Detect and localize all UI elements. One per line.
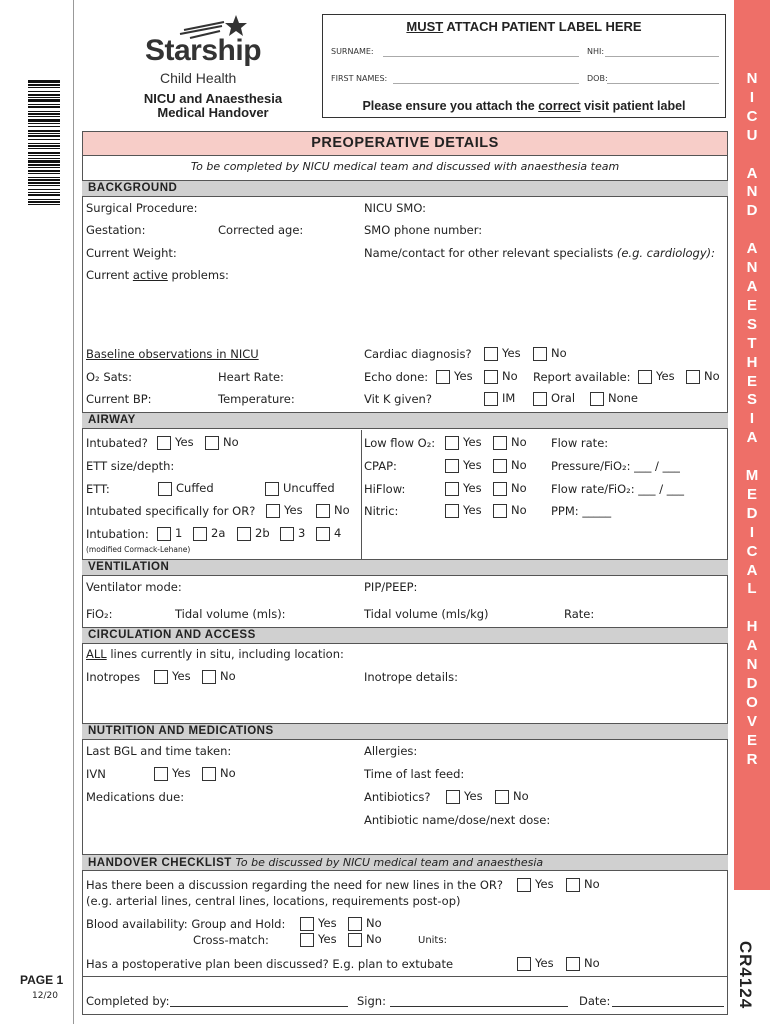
- flowrate-fio2-label: Flow rate/FiO₂: ___ / ___: [551, 482, 684, 496]
- section-nutrition: NUTRITION AND MEDICATIONS: [82, 723, 728, 740]
- nicu-smo-label: NICU SMO:: [364, 201, 427, 215]
- checkbox[interactable]: [445, 436, 459, 450]
- pip-peep-label: PIP/PEEP:: [364, 580, 418, 594]
- checkbox[interactable]: [157, 436, 171, 450]
- checkbox[interactable]: [446, 790, 460, 804]
- intubation-grade-label: Intubation:: [86, 527, 149, 541]
- barcode-stripe: [28, 170, 60, 172]
- checkbox[interactable]: [266, 504, 280, 518]
- margin-line: [73, 0, 74, 1024]
- vitk-none[interactable]: None: [590, 391, 638, 406]
- checkbox[interactable]: [517, 957, 531, 971]
- checkbox[interactable]: [154, 767, 168, 781]
- completed-by-label: Completed by:: [86, 994, 170, 1008]
- nhi-line[interactable]: [605, 56, 719, 57]
- checkbox[interactable]: [436, 370, 450, 384]
- intubated-or-label: Intubated specifically for OR?: [86, 504, 256, 518]
- barcode-stripe: [28, 139, 60, 140]
- echo-yes[interactable]: Yes: [436, 369, 473, 384]
- section-handover: HANDOVER CHECKLIST To be discussed by NICU medical team and anaesthesia: [82, 854, 728, 871]
- checkbox[interactable]: [445, 504, 459, 518]
- report-yes[interactable]: Yes: [638, 369, 675, 384]
- checkbox[interactable]: [590, 392, 604, 406]
- checkbox[interactable]: [265, 482, 279, 496]
- checkbox[interactable]: [493, 459, 507, 473]
- last-bgl-label: Last BGL and time taken:: [86, 744, 232, 758]
- label-must: MUST: [406, 19, 444, 34]
- section-background: BACKGROUND: [82, 180, 728, 197]
- barcode-stripe: [28, 99, 60, 102]
- lowflow-no[interactable]: No: [493, 435, 527, 450]
- checkbox[interactable]: [493, 504, 507, 518]
- barcode-stripe: [28, 111, 60, 112]
- barcode-stripe: [28, 173, 60, 174]
- inotropes-yes[interactable]: Yes: [154, 669, 191, 684]
- postop-no[interactable]: No: [566, 956, 600, 971]
- form-title-line-2: Medical Handover: [157, 105, 269, 120]
- crossmatch-no[interactable]: No: [348, 932, 382, 947]
- label-ensure-post: visit patient label: [580, 99, 686, 113]
- barcode-stripe: [28, 192, 60, 193]
- section-circulation: CIRCULATION AND ACCESS: [82, 627, 728, 644]
- checkbox[interactable]: [484, 392, 498, 406]
- cardiac-yes[interactable]: Yes: [484, 346, 521, 361]
- logo-name: Starship: [145, 34, 262, 67]
- barcode-stripe: [28, 152, 60, 154]
- checkbox[interactable]: [316, 527, 330, 541]
- checkbox[interactable]: [157, 527, 171, 541]
- hiflow-yes[interactable]: Yes: [445, 481, 482, 496]
- gestation-label: Gestation:: [86, 223, 146, 237]
- surgical-procedure-label: Surgical Procedure:: [86, 201, 198, 215]
- barcode-stripe: [28, 84, 60, 86]
- checkbox[interactable]: [533, 392, 547, 406]
- first-names-label: FIRST NAMES:: [331, 74, 388, 83]
- barcode-stripe: [28, 155, 60, 156]
- dob-label: DOB:: [587, 74, 608, 83]
- checkbox[interactable]: [300, 933, 314, 947]
- antibiotic-details-label: Antibiotic name/dose/next dose:: [364, 813, 551, 827]
- completed-by-field[interactable]: [170, 1006, 348, 1007]
- checkbox[interactable]: [566, 957, 580, 971]
- grade-1[interactable]: 1: [157, 526, 182, 541]
- barcode-stripe: [28, 130, 60, 132]
- blood-availability-label: Blood availability: Group and Hold:: [86, 917, 286, 931]
- smo-phone-label: SMO phone number:: [364, 223, 483, 237]
- label-title: ATTACH PATIENT LABEL HERE: [443, 19, 642, 34]
- checkbox[interactable]: [566, 878, 580, 892]
- grade-4[interactable]: 4: [316, 526, 341, 541]
- barcode-stripe: [28, 123, 60, 124]
- ivn-no[interactable]: No: [202, 766, 236, 781]
- barcode-stripe: [28, 204, 60, 205]
- checkbox[interactable]: [484, 347, 498, 361]
- barcode-stripe: [28, 116, 60, 117]
- antibiotics-yes[interactable]: Yes: [446, 789, 483, 804]
- ett-uncuffed[interactable]: Uncuffed: [265, 481, 335, 496]
- checkbox[interactable]: [686, 370, 700, 384]
- checkbox[interactable]: [445, 459, 459, 473]
- starship-logo: [140, 14, 280, 90]
- echo-no[interactable]: No: [484, 369, 518, 384]
- hiflow-label: HiFlow:: [364, 482, 406, 496]
- vitk-im[interactable]: IM: [484, 391, 515, 406]
- new-lines-question: Has there been a discussion regarding the need for new lines in the OR?: [86, 878, 503, 892]
- side-banner: [734, 0, 770, 890]
- checkbox[interactable]: [495, 790, 509, 804]
- logo-subtitle: Child Health: [160, 70, 237, 86]
- current-weight-label: Current Weight:: [86, 246, 177, 260]
- ivn-yes[interactable]: Yes: [154, 766, 191, 781]
- barcode-stripe: [28, 158, 60, 159]
- cardiac-diagnosis-label: Cardiac diagnosis?: [364, 347, 472, 361]
- checkbox[interactable]: [205, 436, 219, 450]
- new-lines-yes[interactable]: Yes: [517, 877, 554, 892]
- intubated-or-no[interactable]: No: [316, 503, 350, 518]
- barcode-stripe: [28, 189, 60, 190]
- corrected-age-label: Corrected age:: [218, 223, 304, 237]
- crossmatch-yes[interactable]: Yes: [300, 932, 337, 947]
- units-label: Units:: [418, 935, 447, 946]
- tidal-mlskg-label: Tidal volume (mls/kg): [364, 607, 489, 621]
- page-number: PAGE 1: [20, 973, 64, 987]
- specialists-contact-label: Name/contact for other relevant specialists (e.g. cardiology):: [364, 246, 716, 260]
- checkbox[interactable]: [202, 767, 216, 781]
- surname-line[interactable]: [383, 56, 579, 57]
- sign-label: Sign:: [357, 994, 386, 1008]
- low-flow-label: Low flow O₂:: [364, 436, 436, 450]
- barcode-stripe: [28, 126, 60, 127]
- form-code: CR4124: [736, 940, 755, 1010]
- ivn-label: IVN: [86, 767, 106, 781]
- intubated-label: Intubated?: [86, 436, 148, 450]
- section-airway: AIRWAY: [82, 412, 728, 429]
- hiflow-no[interactable]: No: [493, 481, 527, 496]
- barcode-stripe: [28, 185, 60, 186]
- new-lines-example: (e.g. arterial lines, central lines, locations, requirements post-op): [86, 894, 461, 908]
- ventilator-mode-label: Ventilator mode:: [86, 580, 182, 594]
- baseline-obs-label: Baseline observations in NICU: [86, 347, 259, 361]
- report-no[interactable]: No: [686, 369, 720, 384]
- checkbox[interactable]: [202, 670, 216, 684]
- barcode-stripe: [28, 94, 60, 96]
- barcode-stripe: [28, 145, 60, 147]
- checkbox[interactable]: [638, 370, 652, 384]
- grade-2a[interactable]: 2a: [193, 526, 225, 541]
- checkbox[interactable]: [445, 482, 459, 496]
- barcode-stripe: [28, 148, 60, 149]
- barcode-stripe: [28, 160, 60, 163]
- label-ensure-correct: correct: [538, 99, 581, 113]
- side-banner-text: N I C U A N D A N A E S T H E S I A M E D I C A L H A N D O V E R: [745, 70, 759, 768]
- checkbox[interactable]: [348, 933, 362, 947]
- cormack-note: (modified Cormack-Lehane): [86, 545, 191, 554]
- preop-subtitle: To be completed by NICU medical team and discussed with anaesthesia team: [190, 160, 620, 173]
- nhi-label: NHI:: [587, 47, 605, 56]
- tidal-mls-label: Tidal volume (mls):: [175, 607, 286, 621]
- barcode-stripe: [28, 135, 60, 137]
- cpap-yes[interactable]: Yes: [445, 458, 482, 473]
- preop-title-band: PREOPERATIVE DETAILS: [83, 132, 727, 156]
- nitric-no[interactable]: No: [493, 503, 527, 518]
- group-hold-no[interactable]: No: [348, 916, 382, 931]
- checkbox[interactable]: [237, 527, 251, 541]
- ett-size-label: ETT size/depth:: [86, 459, 175, 473]
- barcode-stripe: [28, 164, 60, 166]
- current-bp-label: Current BP:: [86, 392, 152, 406]
- signoff-divider: [83, 976, 727, 977]
- checkbox[interactable]: [484, 370, 498, 384]
- barcode-stripe: [28, 80, 60, 83]
- cpap-label: CPAP:: [364, 459, 397, 473]
- ppm-label: PPM: _____: [551, 504, 612, 518]
- flow-rate-label: Flow rate:: [551, 436, 609, 450]
- ett-cuffed[interactable]: Cuffed: [158, 481, 214, 496]
- barcode-stripe: [28, 201, 60, 203]
- first-names-line[interactable]: [393, 83, 579, 84]
- last-feed-label: Time of last feed:: [364, 767, 465, 781]
- dob-line[interactable]: [607, 83, 719, 84]
- form-title-line-1: NICU and Anaesthesia: [143, 91, 283, 106]
- inotropes-label: Inotropes: [86, 670, 141, 684]
- lines-in-situ-label: ALL lines currently in situ, including location:: [86, 647, 344, 661]
- barcode-stripe: [28, 194, 60, 196]
- fio2-label: FiO₂:: [86, 607, 113, 621]
- barcode-stripe: [28, 106, 60, 108]
- intubated-yes[interactable]: Yes: [157, 435, 194, 450]
- barcode-stripe: [28, 91, 60, 92]
- ett-label: ETT:: [86, 482, 110, 496]
- checkbox[interactable]: [493, 436, 507, 450]
- intubated-no[interactable]: No: [205, 435, 239, 450]
- postop-yes[interactable]: Yes: [517, 956, 554, 971]
- barcode-stripe: [28, 97, 60, 98]
- barcode-stripe: [28, 133, 60, 134]
- barcode-stripe: [28, 143, 60, 144]
- checkbox[interactable]: [193, 527, 207, 541]
- barcode-stripe: [28, 182, 60, 184]
- sign-field[interactable]: [390, 1006, 568, 1007]
- checkbox[interactable]: [493, 482, 507, 496]
- date-label: Date:: [579, 994, 611, 1008]
- grade-2b[interactable]: 2b: [237, 526, 270, 541]
- checkbox[interactable]: [348, 917, 362, 931]
- checkbox[interactable]: [517, 878, 531, 892]
- patient-label-box: [322, 14, 726, 118]
- antibiotics-label: Antibiotics?: [364, 790, 431, 804]
- intubated-or-yes[interactable]: Yes: [266, 503, 303, 518]
- form-title: [118, 92, 308, 120]
- barcode: [28, 80, 60, 320]
- section-ventilation: VENTILATION: [82, 559, 728, 576]
- inotropes-no[interactable]: No: [202, 669, 236, 684]
- echo-done-label: Echo done:: [364, 370, 429, 384]
- vitk-oral[interactable]: Oral: [533, 391, 575, 406]
- barcode-stripe: [28, 119, 60, 122]
- barcode-stripe: [28, 104, 60, 105]
- temperature-label: Temperature:: [218, 392, 295, 406]
- meds-due-label: Medications due:: [86, 790, 185, 804]
- grade-3[interactable]: 3: [280, 526, 305, 541]
- barcode-stripe: [28, 87, 60, 88]
- inotrope-details-label: Inotrope details:: [364, 670, 458, 684]
- nitric-label: Nitric:: [364, 504, 399, 518]
- barcode-stripe: [28, 177, 60, 178]
- postop-plan-question: Has a postoperative plan been discussed? E.g. plan to extubate: [86, 957, 454, 971]
- current-problems-label: Current active problems:: [86, 268, 229, 282]
- label-ensure-pre: Please ensure you attach the: [362, 99, 539, 113]
- checkbox[interactable]: [154, 670, 168, 684]
- o2-sats-label: O₂ Sats:: [86, 370, 133, 384]
- checkbox[interactable]: [533, 347, 547, 361]
- page-revision-date: 12/20: [32, 991, 58, 1001]
- pressure-fio2-label: Pressure/FiO₂: ___ / ___: [551, 459, 680, 473]
- surname-label: SURNAME:: [331, 47, 374, 56]
- antibiotics-no[interactable]: No: [495, 789, 529, 804]
- checkbox[interactable]: [316, 504, 330, 518]
- checkbox[interactable]: [300, 917, 314, 931]
- vit-k-label: Vit K given?: [364, 392, 432, 406]
- lowflow-yes[interactable]: Yes: [445, 435, 482, 450]
- barcode-stripe: [28, 167, 60, 168]
- cardiac-no[interactable]: No: [533, 346, 567, 361]
- group-hold-yes[interactable]: Yes: [300, 916, 337, 931]
- report-available-label: Report available:: [533, 370, 631, 384]
- date-field[interactable]: [612, 1006, 724, 1007]
- allergies-label: Allergies:: [364, 744, 418, 758]
- crossmatch-label: Cross-match:: [193, 933, 269, 947]
- airway-divider: [361, 430, 362, 559]
- barcode-stripe: [28, 113, 60, 115]
- rate-label: Rate:: [564, 607, 595, 621]
- heart-rate-label: Heart Rate:: [218, 370, 284, 384]
- barcode-stripe: [28, 179, 60, 181]
- cpap-no[interactable]: No: [493, 458, 527, 473]
- nitric-yes[interactable]: Yes: [445, 503, 482, 518]
- checkbox[interactable]: [158, 482, 172, 496]
- barcode-stripe: [28, 199, 60, 200]
- checkbox[interactable]: [280, 527, 294, 541]
- new-lines-no[interactable]: No: [566, 877, 600, 892]
